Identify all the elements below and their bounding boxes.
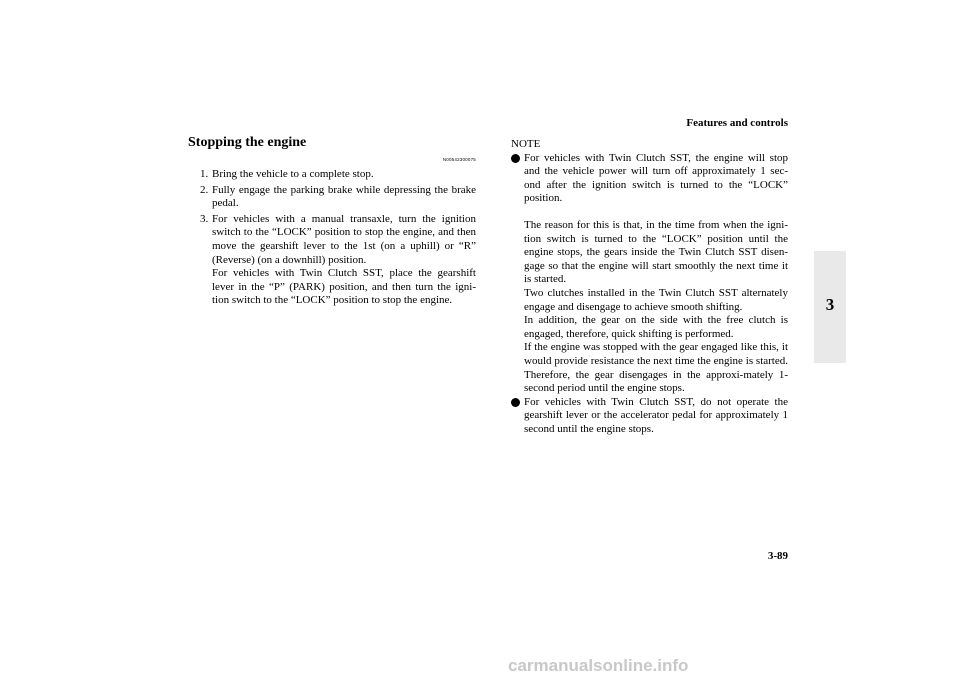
- note-paragraph: For vehicles with Twin Clutch SST, the engine will stop and the vehicle power will turn off approximately 1 sec-ond after the ignition switch is turned to the “LOCK” position.: [524, 151, 788, 205]
- step-number: 3.: [200, 212, 209, 225]
- note-column: [511, 138, 788, 436]
- section-heading: [188, 135, 476, 162]
- step-text: Fully engage the parking brake while depressing the brake pedal.: [212, 183, 476, 210]
- page-number: 3-89: [767, 550, 788, 562]
- step-number: 2.: [200, 183, 209, 196]
- step-item: [188, 213, 476, 308]
- running-header: Features and controls: [686, 117, 788, 129]
- step-text-continued: For vehicles with Twin Clutch SST, place the gearshift lever in the “P” (PARK) position, and then turn the igni-tion switch to the “LOCK” position to stop the engine.: [212, 267, 476, 307]
- step-item: [188, 168, 476, 182]
- step-number: 1.: [200, 168, 209, 180]
- chapter-tab: [814, 251, 846, 363]
- steps-list: [188, 168, 476, 308]
- note-paragraph: For vehicles with Twin Clutch SST, do not operate the gearshift lever or the accelerator pedal for approximately 1 second until the engine stops.: [524, 395, 788, 435]
- note-label: NOTE: [511, 138, 541, 150]
- note-bullet: [511, 152, 788, 396]
- bullet-dot-icon: [511, 154, 520, 163]
- step-text: For vehicles with a manual transaxle, turn the ignition switch to the “LOCK” position to stop the engine, and then move the gearshift lever to the 1st (on a uphill) or “R” (Reverse) (on a downhill) position.: [212, 212, 476, 266]
- step-text: Bring the vehicle to a complete stop.: [212, 168, 374, 180]
- section-title: Stopping the engine: [188, 135, 307, 150]
- note-bullet: [511, 396, 788, 437]
- chapter-number: 3: [825, 295, 835, 314]
- bullet-dot-icon: [511, 398, 520, 407]
- section-code: N00542300075: [442, 157, 476, 162]
- note-paragraph: The reason for this is that, in the time from when the igni-tion switch is turned to the “LOCK” position until the engine stops, the gears inside the Twin Clutch SST disen-gage so that the engine will start smoothly the next time it is started. Two clutches installed in the Twin Clutch SST alternately engage and disengage to achieve smooth shifting. In addition, the gear on the side with the free clutch is engaged, therefore, quick shifting is performed. If the engine was stopped with the gear engaged like this, it would provide resistance the next time the engine is started. Therefore, the gear disengages in the approxi-mately 1-second period until the engine stops.: [524, 218, 788, 395]
- left-column: [188, 136, 476, 310]
- step-item: [188, 184, 476, 211]
- watermark: carmanualsonline.info: [508, 656, 689, 675]
